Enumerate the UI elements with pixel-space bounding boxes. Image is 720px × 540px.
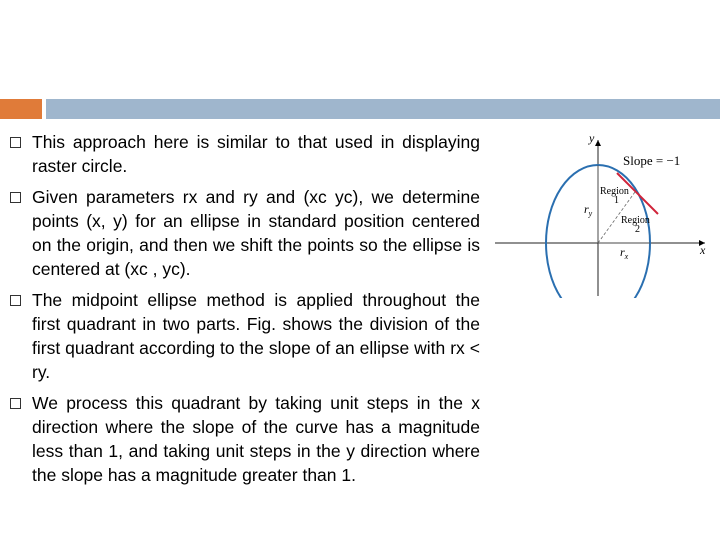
bullet-text: The midpoint ellipse method is applied throughout the first quadrant in two parts. Fig. shows the division of the first quadrant according to the slope of an ellipse with rx < ry. xyxy=(32,290,480,382)
square-bullet-icon xyxy=(10,192,21,203)
square-bullet-icon xyxy=(10,295,21,306)
bullet-text: We process this quadrant by taking unit steps in the x direction where the slope of the curve has a magnitude less than 1, and taking unit steps in the y direction where the slope has a magnitude greater than 1. xyxy=(32,393,480,485)
header-bar xyxy=(46,99,720,119)
bullet-item xyxy=(10,288,480,384)
bullet-item xyxy=(10,130,480,178)
bullet-item xyxy=(10,185,480,281)
ry-label: $r_y$ xyxy=(584,202,593,218)
bullet-text: This approach here is similar to that used in displaying raster circle. xyxy=(32,132,480,176)
y-axis-label: y xyxy=(589,131,595,145)
bullet-item xyxy=(10,391,480,487)
region1-label: Region xyxy=(600,186,629,197)
header-accent-bar xyxy=(0,99,42,119)
rx-label: $r_x$ xyxy=(620,245,629,261)
region2-number: 2 xyxy=(635,224,640,235)
bullet-list xyxy=(10,130,480,494)
square-bullet-icon xyxy=(10,398,21,409)
square-bullet-icon xyxy=(10,137,21,148)
x-axis-label: x xyxy=(700,243,706,257)
region1-number: 1 xyxy=(614,195,619,206)
slope-label: Slope = −1 xyxy=(623,153,681,168)
ellipse-figure xyxy=(490,128,715,298)
bullet-text: Given parameters rx and ry and (xc yc), we determine points (x, y) for an ellipse in standard position centered on the origin, and then we shift the points so the ellipse is centered at (xc , yc). xyxy=(32,187,480,279)
region2-label: Region xyxy=(621,215,650,226)
ellipse-diagram xyxy=(490,128,715,298)
